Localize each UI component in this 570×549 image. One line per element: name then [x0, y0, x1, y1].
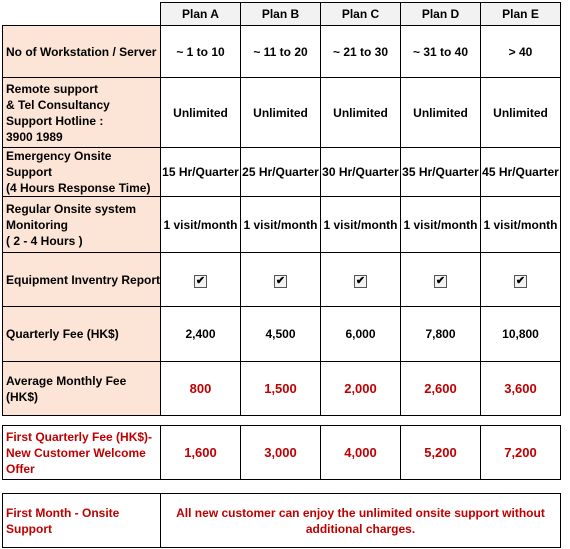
first-month-row	[3, 494, 561, 548]
checkbox-checked-icon: ✔	[275, 274, 286, 287]
row-label: Equipment Inventry Report	[3, 253, 161, 307]
quarterly-fee-row	[3, 307, 561, 362]
cell: 10,800	[481, 307, 561, 362]
label-line: 3900 1989	[6, 129, 63, 144]
cell: 25 Hr/Quarter	[241, 148, 321, 197]
cell: 1 visit/month	[401, 197, 481, 253]
label-line: (4 Hours Response Time)	[6, 181, 151, 195]
row-label	[3, 148, 161, 197]
cell: 4,000	[321, 426, 401, 480]
header-row	[3, 3, 561, 26]
first-quarter-row	[3, 426, 561, 480]
remote-support-row	[3, 78, 561, 148]
checkbox-checked-icon: ✔	[195, 274, 206, 287]
cell: 1 visit/month	[321, 197, 401, 253]
label-line: Regular Onsite system	[6, 201, 137, 216]
cell: ~ 11 to 20	[241, 26, 321, 78]
cell: ~ 31 to 40	[401, 26, 481, 78]
plan-comparison-table	[2, 2, 561, 416]
row-label	[3, 197, 161, 253]
cell: > 40	[481, 26, 561, 78]
cell: 2,600	[401, 362, 481, 416]
label-line: First Quarterly Fee (HK$)-	[6, 429, 153, 444]
cell: Unlimited	[481, 78, 561, 148]
label-line: First Month - Onsite	[6, 505, 120, 520]
cell: 7,200	[481, 426, 561, 480]
cell: 800	[161, 362, 241, 416]
cell: 35 Hr/Quarter	[401, 148, 481, 197]
cell: 6,000	[321, 307, 401, 362]
row-label: Quarterly Fee (HK$)	[3, 307, 161, 362]
cell: Unlimited	[321, 78, 401, 148]
cell: 45 Hr/Quarter	[481, 148, 561, 197]
cell: 1 visit/month	[481, 197, 561, 253]
cell: 7,800	[401, 307, 481, 362]
label-line: Remote support	[6, 81, 99, 96]
monthly-fee-row	[3, 362, 561, 416]
checkbox-checked-icon: ✔	[435, 274, 446, 287]
header-corner	[3, 3, 161, 26]
offer-line: All new customer can enjoy the unlimited onsite support without	[176, 505, 545, 520]
cell	[161, 253, 241, 307]
offer-text	[161, 494, 561, 548]
cell: 15 Hr/Quarter	[161, 148, 241, 197]
offer-line: additional charges.	[305, 521, 416, 536]
cell: 3,000	[241, 426, 321, 480]
label-line: & Tel Consultancy	[6, 97, 110, 112]
cell: 3,600	[481, 362, 561, 416]
label-line: ( 2 - 4 Hours )	[6, 233, 83, 248]
first-month-offer-table	[2, 493, 561, 548]
cell: 1 visit/month	[241, 197, 321, 253]
plan-header: Plan A	[161, 3, 241, 26]
label-line: Offer	[6, 461, 35, 476]
cell	[321, 253, 401, 307]
plan-header: Plan B	[241, 3, 321, 26]
cell	[401, 253, 481, 307]
first-quarter-offer-table	[2, 425, 561, 480]
cell: 5,200	[401, 426, 481, 480]
cell: 1 visit/month	[161, 197, 241, 253]
row-label	[3, 494, 161, 548]
workstation-row	[3, 26, 561, 78]
cell: 2,400	[161, 307, 241, 362]
plan-header: Plan E	[481, 3, 561, 26]
label-line: Support Hotline :	[6, 113, 104, 128]
cell: Unlimited	[241, 78, 321, 148]
label-line: New Customer Welcome	[6, 445, 146, 460]
cell	[481, 253, 561, 307]
cell: 4,500	[241, 307, 321, 362]
equipment-report-row	[3, 253, 561, 307]
plan-header: Plan C	[321, 3, 401, 26]
row-label: Average Monthly Fee (HK$)	[3, 362, 161, 416]
cell: ~ 1 to 10	[161, 26, 241, 78]
cell: 1,600	[161, 426, 241, 480]
cell: 1,500	[241, 362, 321, 416]
cell: 30 Hr/Quarter	[321, 148, 401, 197]
cell	[241, 253, 321, 307]
regular-onsite-row	[3, 197, 561, 253]
checkbox-checked-icon: ✔	[515, 274, 526, 287]
label-line: Monitoring	[6, 217, 68, 232]
emergency-row	[3, 148, 561, 197]
label-line: Support	[6, 521, 52, 536]
label-line: Emergency Onsite Support	[6, 149, 112, 179]
cell: ~ 21 to 30	[321, 26, 401, 78]
row-label: No of Workstation / Server	[3, 26, 161, 78]
row-label	[3, 426, 161, 480]
checkbox-checked-icon: ✔	[355, 274, 366, 287]
row-label	[3, 78, 161, 148]
cell: 2,000	[321, 362, 401, 416]
cell: Unlimited	[401, 78, 481, 148]
cell: Unlimited	[161, 78, 241, 148]
plan-header: Plan D	[401, 3, 481, 26]
